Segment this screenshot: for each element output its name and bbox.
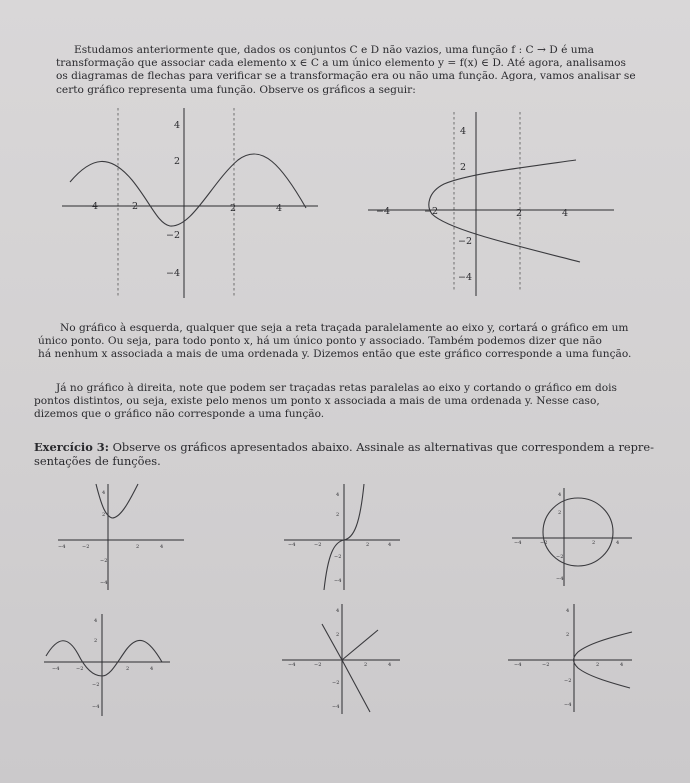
x-tick: 2 (230, 203, 237, 214)
x-tick: 2 (126, 666, 130, 672)
intro-line: certo gráfico representa uma função. Observe os gráficos a seguir: (56, 83, 416, 96)
paragraph-line: Já no gráfico à direita, note que podem ser traçadas retas paralelas ao eixo y cortando o gráfico em dois (56, 382, 617, 394)
small-graph-abs-line (282, 604, 404, 716)
paragraph-line: pontos distintos, ou seja, existe pelo menos um ponto x associada a mais de uma ordenada y. Nesse caso, (34, 395, 600, 408)
x-tick: −2 (124, 201, 139, 212)
graph-left-function (62, 108, 322, 308)
exercise-text: sentações de funções. (34, 454, 161, 468)
explanation-paragraph-2 (34, 382, 658, 422)
y-tick: −4 (332, 704, 340, 710)
sine-curve (70, 154, 306, 226)
exercise-text: Observe os gráficos apresentados abaixo. Assinale as alternativas que correspondem a repre- (108, 440, 654, 454)
x-tick: 2 (516, 208, 523, 219)
y-tick: 2 (460, 162, 467, 173)
sideways-parabola-curve (429, 160, 580, 262)
y-tick: 2 (174, 156, 181, 167)
x-tick: −2 (314, 662, 322, 668)
x-tick: 2 (596, 662, 600, 668)
y-tick: −2 (564, 678, 572, 684)
small-graph-cubic (284, 484, 404, 594)
y-tick: −2 (166, 230, 181, 241)
y-tick: −4 (334, 578, 342, 584)
y-tick: 4 (460, 126, 467, 137)
y-tick: 2 (558, 510, 562, 516)
y-tick: 4 (102, 490, 106, 496)
y-tick: −2 (334, 554, 342, 560)
x-tick: 2 (366, 542, 370, 548)
x-tick: −4 (376, 206, 391, 217)
y-tick: −2 (556, 554, 564, 560)
x-tick: 4 (388, 542, 392, 548)
x-tick: −4 (288, 542, 296, 548)
small-graph-circle (512, 488, 634, 588)
y-tick: −4 (92, 704, 100, 710)
y-tick: 2 (336, 632, 340, 638)
intro-line: Estudamos anteriormente que, dados os conjuntos C e D não vazios, uma função f : C → D é uma (74, 44, 594, 56)
x-tick: −4 (84, 201, 99, 212)
x-tick: 4 (616, 540, 620, 546)
paragraph-line: único ponto. Ou seja, para todo ponto x, há um único ponto y associado. Também podemos dizer que não (38, 335, 602, 348)
exercise-label: Exercício 3: (34, 440, 109, 454)
y-tick: −4 (100, 580, 108, 586)
x-tick: −4 (58, 544, 66, 550)
intro-paragraph (56, 44, 656, 97)
x-tick: 4 (388, 662, 392, 668)
x-tick: −4 (52, 666, 60, 672)
y-tick: 4 (174, 120, 181, 131)
intro-line: transformação que associar cada elemento x ∈ C a um único elemento y = f(x) ∈ D. Até agora, analisamos (56, 57, 626, 70)
paragraph-line: dizemos que o gráfico não corresponde a uma função. (34, 408, 325, 421)
y-tick: 4 (336, 608, 340, 614)
x-tick: −2 (424, 206, 439, 217)
y-tick: −4 (564, 702, 572, 708)
x-tick: 4 (562, 208, 569, 219)
x-tick: 4 (150, 666, 154, 672)
y-tick: 2 (566, 632, 570, 638)
wave-curve (46, 640, 162, 676)
x-tick: −2 (540, 540, 548, 546)
y-tick: 4 (566, 608, 570, 614)
x-tick: 4 (160, 544, 164, 550)
y-tick: 2 (336, 512, 340, 518)
y-tick: −4 (458, 272, 473, 283)
y-tick: 2 (94, 638, 98, 644)
y-tick: −2 (92, 682, 100, 688)
x-tick: 2 (592, 540, 596, 546)
x-tick: 2 (136, 544, 140, 550)
x-tick: 4 (620, 662, 624, 668)
y-tick: 2 (102, 512, 106, 518)
y-tick: −2 (100, 558, 108, 564)
x-tick: −2 (76, 666, 84, 672)
x-tick: −4 (514, 662, 522, 668)
x-tick: −2 (314, 542, 322, 548)
y-tick: 4 (336, 492, 340, 498)
y-tick: 4 (558, 492, 562, 498)
x-tick: −4 (288, 662, 296, 668)
explanation-paragraph-1 (38, 322, 658, 362)
y-tick: 4 (94, 618, 98, 624)
graph-right-relation (368, 112, 618, 302)
x-tick: −4 (514, 540, 522, 546)
x-tick: 2 (364, 662, 368, 668)
y-tick: −2 (458, 236, 473, 247)
intro-line: os diagramas de flechas para verificar se a transformação era ou não uma função. Agora, vamos analisar se (56, 70, 636, 83)
x-tick: −2 (82, 544, 90, 550)
exercise-3 (34, 440, 664, 468)
y-tick: −4 (556, 576, 564, 582)
small-graph-wave (44, 614, 174, 718)
x-tick: 4 (276, 203, 283, 214)
paragraph-line: há nenhum x associada a mais de uma ordenada y. Dizemos então que este gráfico corresponde a uma função. (38, 348, 632, 361)
diagonal-line (322, 624, 370, 712)
x-tick: −2 (542, 662, 550, 668)
y-tick: −2 (332, 680, 340, 686)
small-graph-sideways-parabola (508, 604, 634, 714)
y-tick: −4 (166, 268, 181, 279)
small-graph-parabola (58, 482, 188, 592)
circle-curve (543, 498, 613, 566)
upper-branch (342, 630, 378, 660)
paragraph-line: No gráfico à esquerda, qualquer que seja a reta traçada paralelamente ao eixo y, cortará o gráfico em um (60, 322, 629, 334)
